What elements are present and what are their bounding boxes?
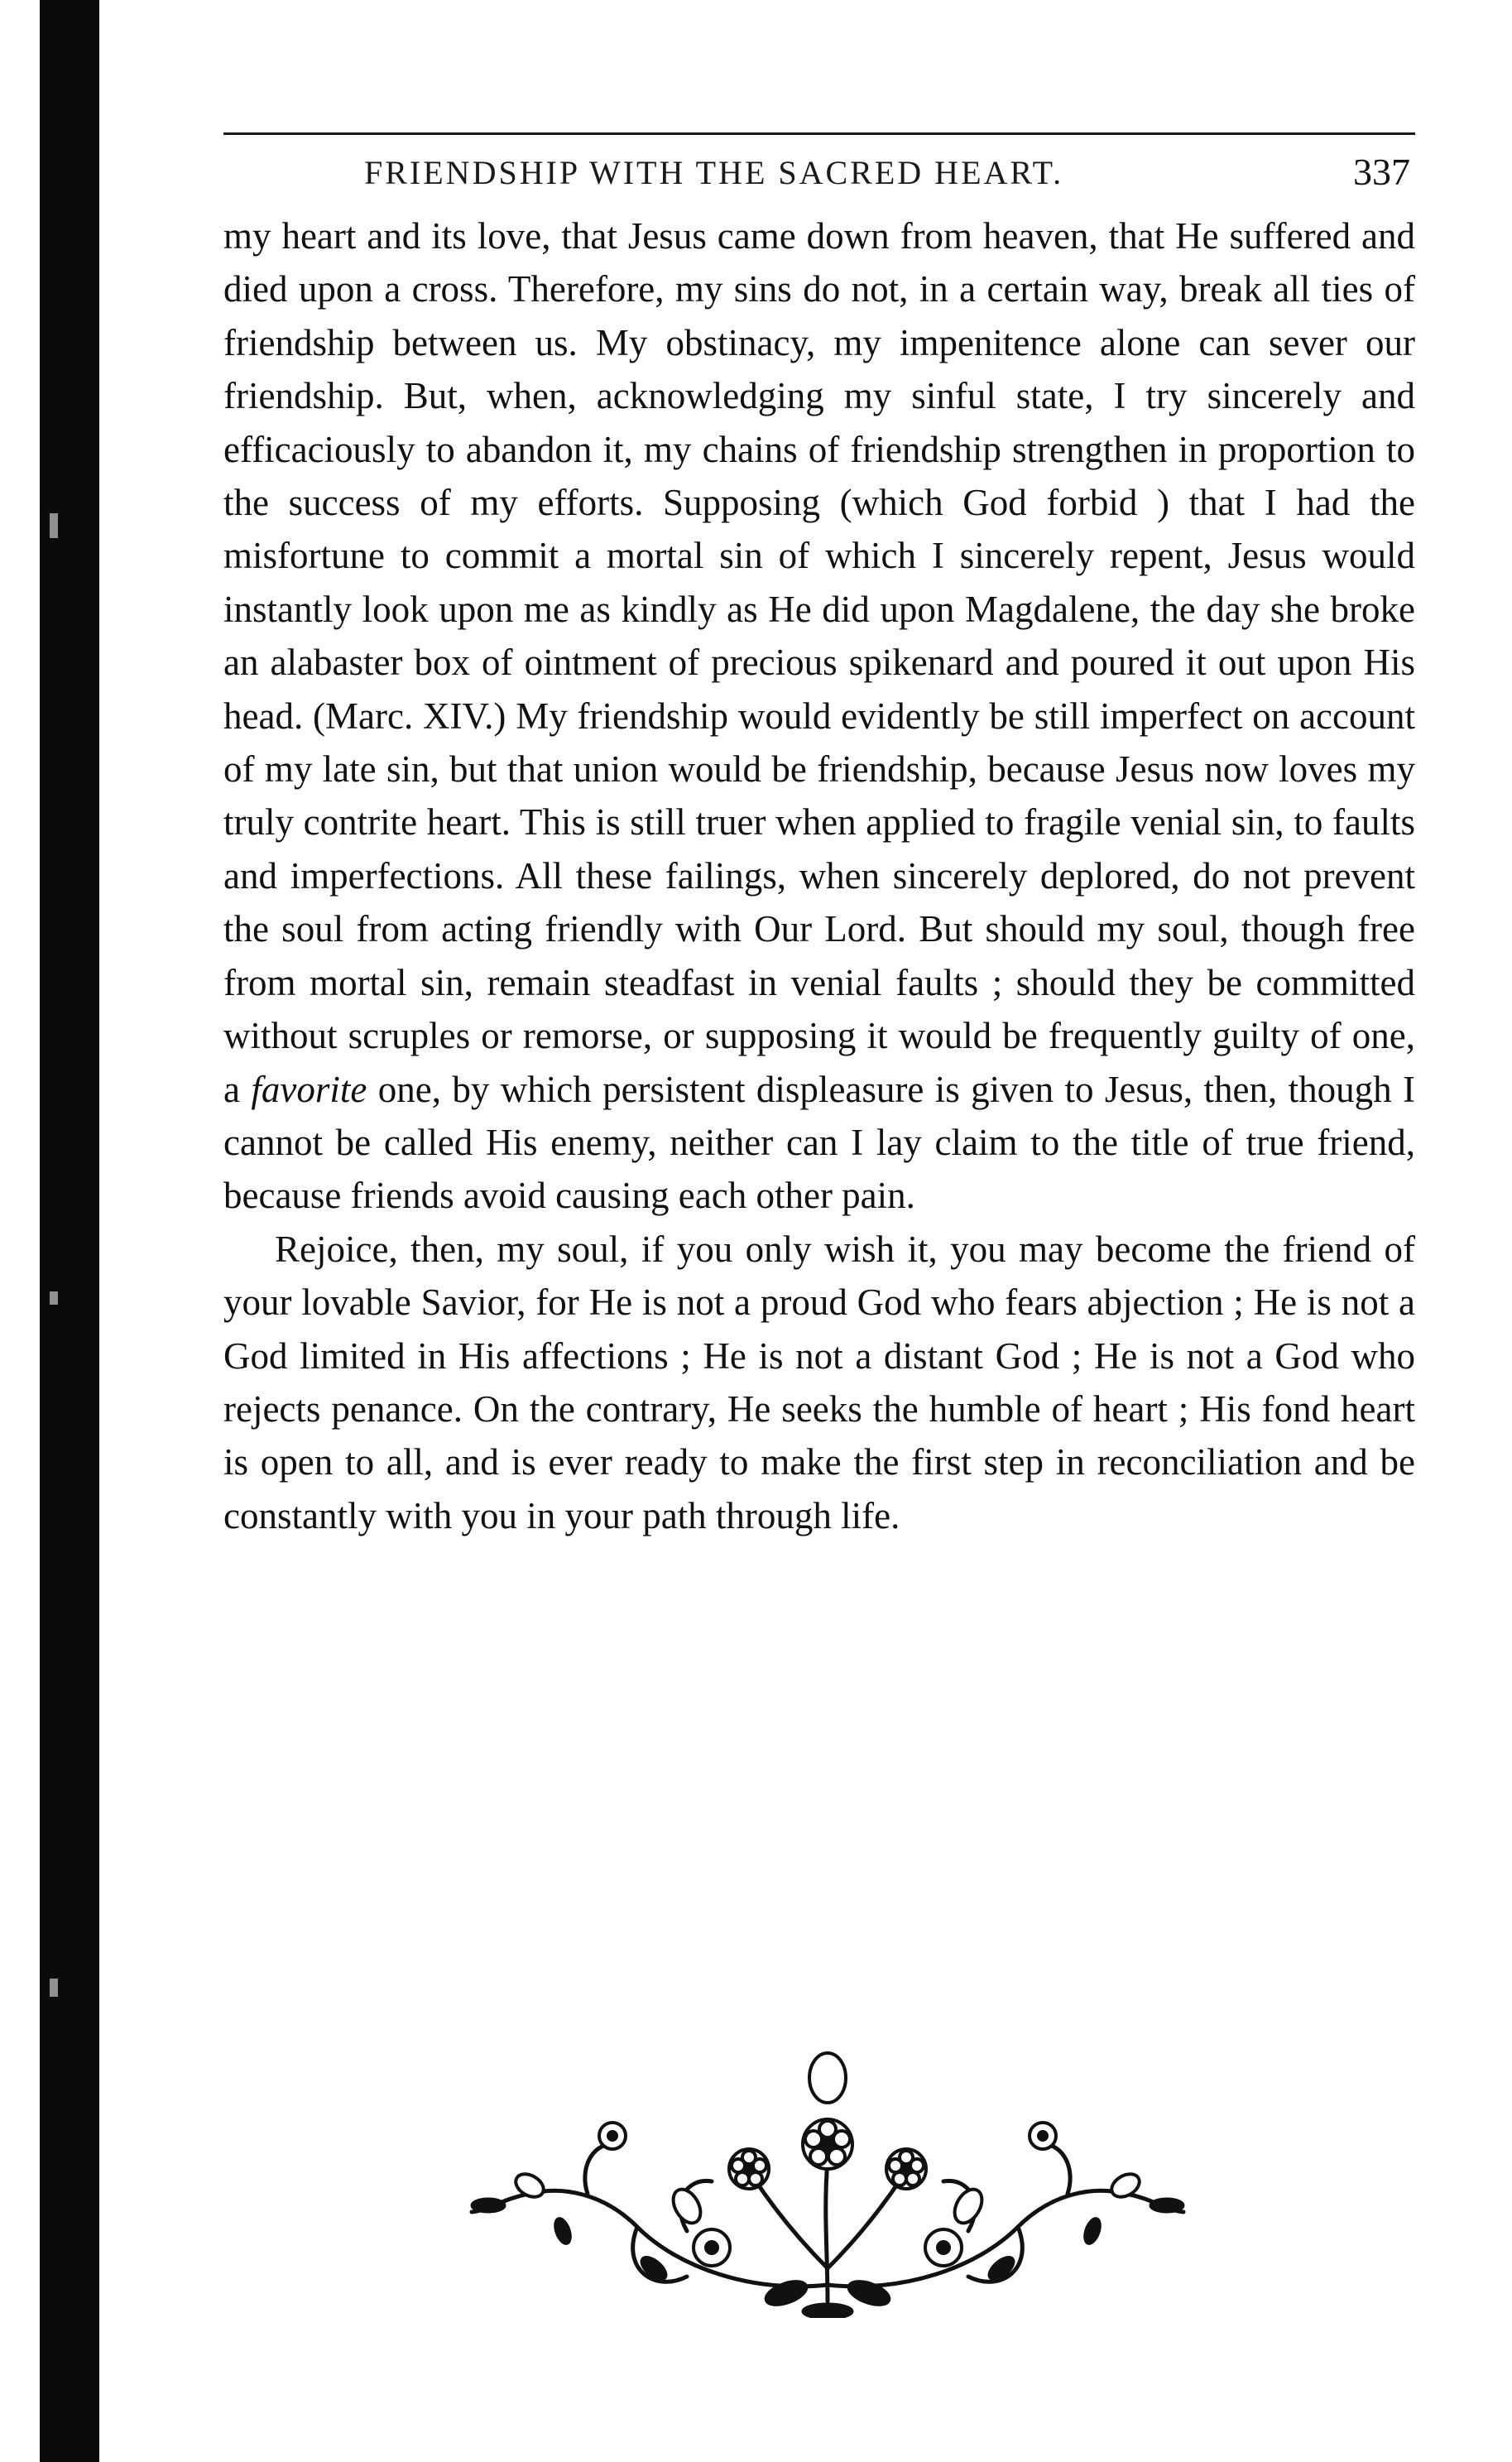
page-number: 337 <box>1353 151 1410 193</box>
paragraph-2: Rejoice, then, my soul, if you only wish it, you may become the friend of your lovable Savior, for He is not a proud God who fears abjection ; He is not a God limited in His affections ; He is not a distant God ; He is not a God who rejects penance. On the contrary, He seeks the humble of heart ; His fond heart is open to all, and is ever ready to make the first step in reconciliation and be constantly with you in your path through life. <box>223 1228 1415 1536</box>
header-rule <box>223 132 1415 135</box>
book-page <box>223 132 1415 1542</box>
running-title: FRIENDSHIP WITH THE SACRED HEART. <box>364 154 1064 191</box>
running-head <box>223 147 1415 200</box>
emphasis-favorite: favorite <box>251 1068 367 1110</box>
binding-speck <box>50 513 58 538</box>
binding-speck <box>50 1291 58 1305</box>
body-text <box>223 209 1415 1542</box>
paragraph-1 <box>223 209 1415 1223</box>
paragraph-1-text: my heart and its love, that Jesus came down from heaven, that He suffered and died upon a cross. Therefore, my sins do not, in a certain way, break all ties of friendship between us. My obstinacy, my impenitence alone can sever our friendship. But, when, acknowledging my sinful state, I try sincerely and efficaciously to abandon it, my chains of friendship strengthen in proportion to the success of my efforts. Supposing (which God forbid ) that I had the misfortune to commit a mortal sin of which I sincerely repent, Jesus would instantly look upon me as kindly as He did upon Magdalene, the day she broke an alabaster box of ointment of precious spikenard and poured it out upon His head. (Marc. XIV.) My friendship would evidently be still imperfect on account of my late sin, but that union would be friendship, because Jesus now loves my truly contrite heart. This is still truer when applied to fragile venial sin, to faults and imperfections. All these failings, when sincerely deplored, do not prevent the soul from acting friendly with Our Lord. But should my soul, though free from mortal sin, remain steadfast in venial faults ; should they be committed without scruples or remorse, or supposing it would be frequently guilty of one, a <box>223 215 1415 1110</box>
binding-edge <box>40 0 99 2462</box>
binding-speck <box>50 1979 58 1997</box>
floral-vignette-icon <box>439 2020 1217 2318</box>
paragraph-1-text-end: one, by which persistent displeasure is given to Jesus, then, though I cannot be called His enemy, neither can I lay claim to the title of true friend, because friends avoid causing each other pain. <box>223 1068 1416 1217</box>
